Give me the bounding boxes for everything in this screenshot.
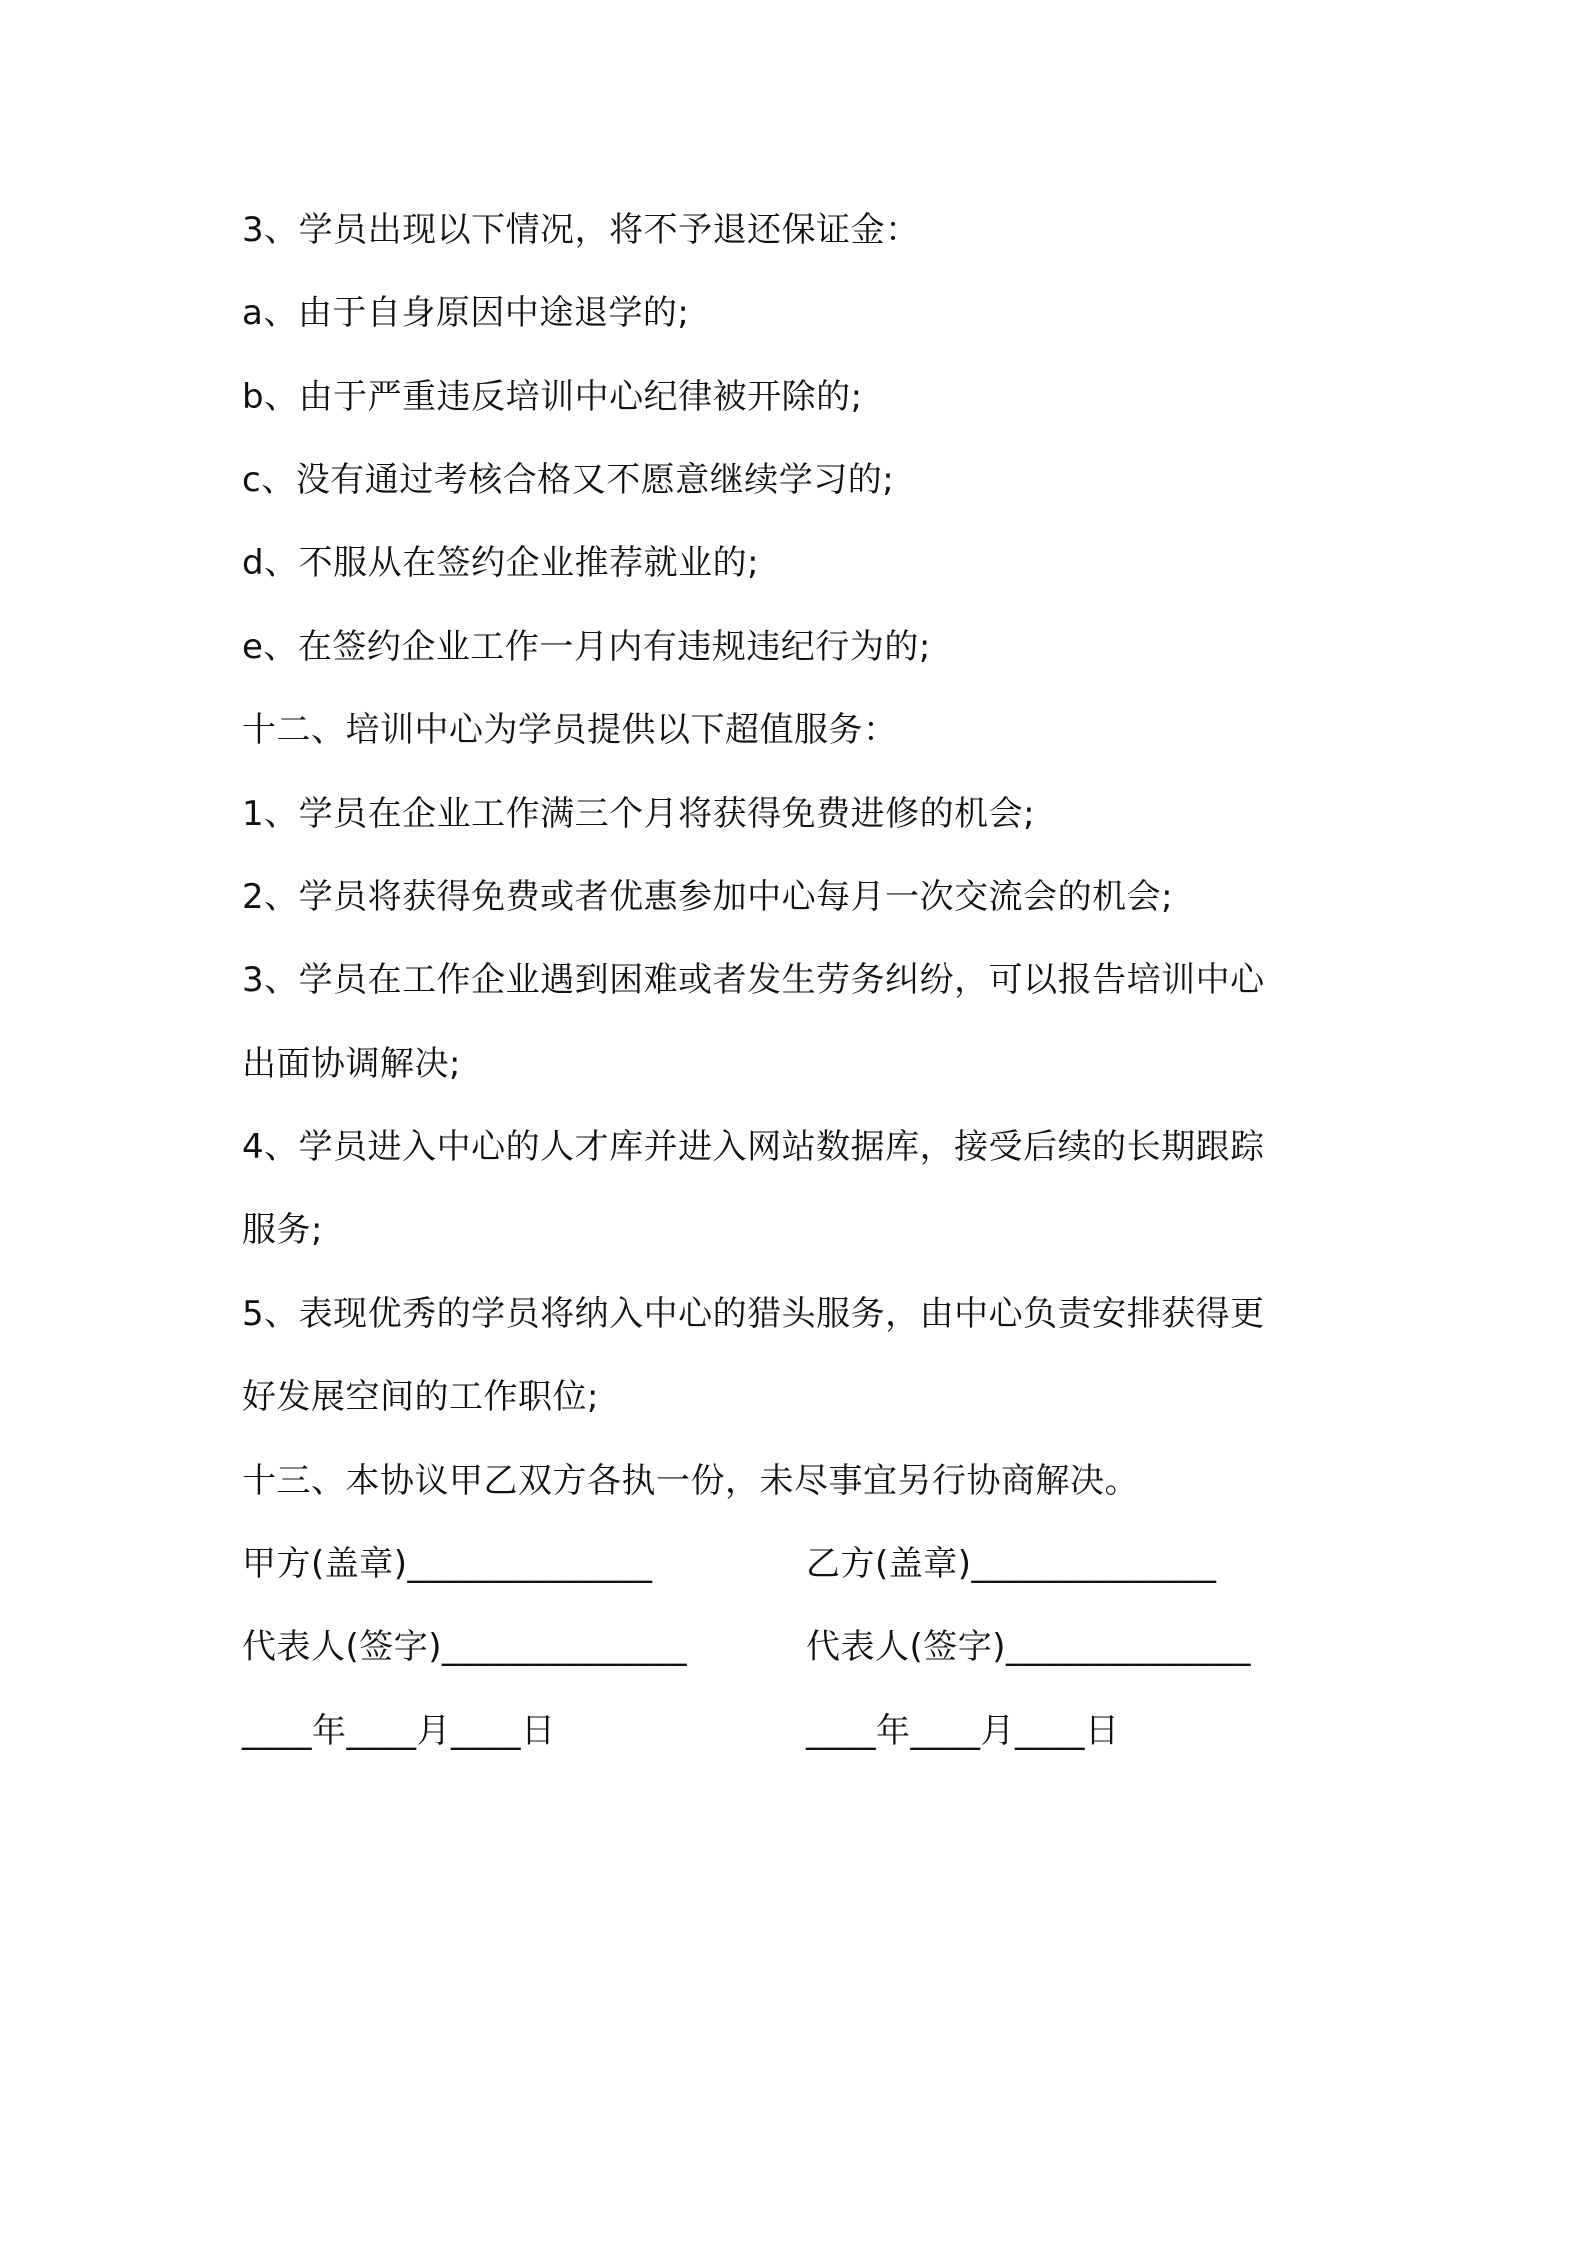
section-12-heading: 十二、培训中心为学员提供以下超值服务： (242, 710, 898, 750)
clause-item-c: c、没有通过考核合格又不愿意继续学习的; (242, 460, 895, 500)
service-item-3-cont: 出面协调解决; (242, 1044, 461, 1084)
service-item-2: 2、学员将获得免费或者优惠参加中心每月一次交流会的机会; (242, 877, 1174, 917)
party-b-date-field: ____年____月____日 (806, 1711, 1120, 1751)
clause-item-d: d、不服从在签约企业推荐就业的; (242, 543, 760, 583)
party-a-representative-field: 代表人(签字)______________ (242, 1627, 688, 1667)
clause-item-e: e、在签约企业工作一月内有违规违纪行为的; (242, 627, 931, 667)
party-a-seal-field: 甲方(盖章)______________ (242, 1544, 653, 1584)
service-item-4-cont: 服务; (242, 1210, 323, 1250)
service-item-5-cont: 好发展空间的工作职位; (242, 1377, 599, 1417)
clause-item-b: b、由于严重违反培训中心纪律被开除的; (242, 377, 863, 417)
service-item-1: 1、学员在企业工作满三个月将获得免费进修的机会; (242, 794, 1036, 834)
service-item-5: 5、表现优秀的学员将纳入中心的猎头服务，由中心负责安排获得更 (242, 1294, 1265, 1334)
service-item-4: 4、学员进入中心的人才库并进入网站数据库，接受后续的长期跟踪 (242, 1127, 1265, 1167)
section-13-heading: 十三、本协议甲乙双方各执一份，未尽事宜另行协商解决。 (242, 1461, 1139, 1501)
service-item-3: 3、学员在工作企业遇到困难或者发生劳务纠纷，可以报告培训中心 (242, 960, 1265, 1000)
party-b-representative-field: 代表人(签字)______________ (806, 1627, 1252, 1667)
party-b-seal-field: 乙方(盖章)______________ (806, 1544, 1217, 1584)
party-a-date-field: ____年____月____日 (242, 1711, 556, 1751)
clause-3-heading: 3、学员出现以下情况，将不予退还保证金： (242, 210, 920, 250)
clause-item-a: a、由于自身原因中途退学的; (242, 293, 690, 333)
